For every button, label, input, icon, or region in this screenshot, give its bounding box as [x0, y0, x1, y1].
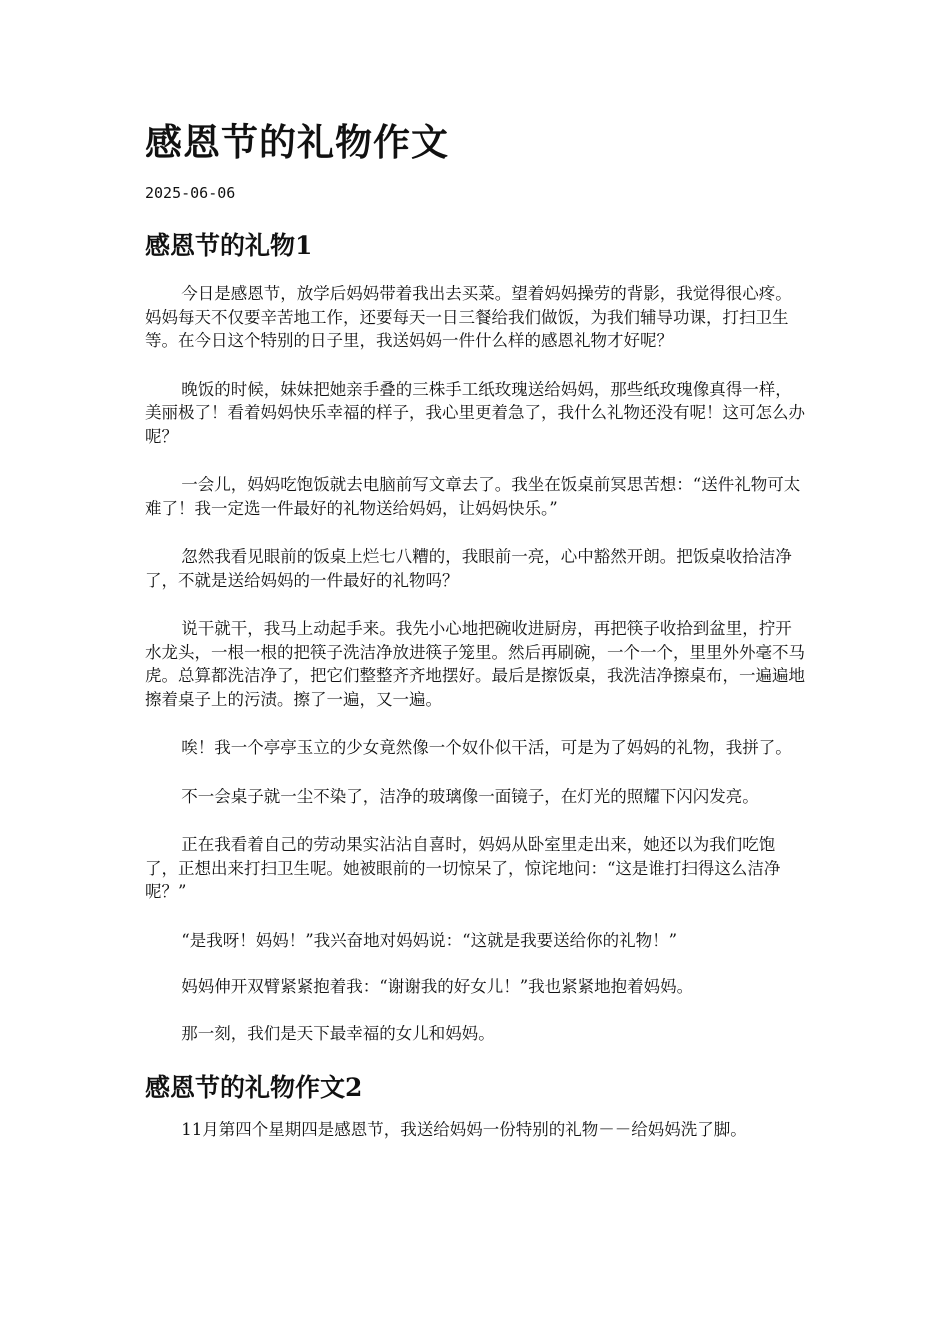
- paragraph: 晚饭的时候，妹妹把她亲手叠的三株手工纸玫瑰送给妈妈，那些纸玫瑰像真得一样，美丽极了！看着妈妈快乐幸福的样子，我心里更着急了，我什么礼物还没有呢！这可怎么办呢？: [145, 379, 805, 446]
- paragraph: 妈妈伸开双臂紧紧抱着我：“谢谢我的好女儿！”我也紧紧地抱着妈妈。: [181, 977, 694, 996]
- paragraph: 说干就干，我马上动起手来。我先小心地把碗收进厨房，再把筷子收拾到盆里，拧开水龙头，一根一根的把筷子洗洁净放进筷子笼里。然后再刷碗，一个一个，里里外外毫不马虎。总算都洗洁净了，把它们整整齐齐地摆好。最后是擦饭桌，我洗洁净擦桌布，一遍遍地擦着桌子上的污渍。擦了一遍，又一遍。: [145, 619, 805, 709]
- paragraph: 唉！我一个亭亭玉立的少女竟然像一个奴仆似干活，可是为了妈妈的礼物，我拼了。: [181, 738, 792, 757]
- paragraph: 一会儿，妈妈吃饱饭就去电脑前写文章去了。我坐在饭桌前冥思苦想：“送件礼物可太难了！我一定选一件最好的礼物送给妈妈，让妈妈快乐。”: [145, 475, 801, 518]
- paragraph: 11月第四个星期四是感恩节，我送给妈妈一份特别的礼物－－给妈妈洗了脚。: [181, 1120, 747, 1139]
- paragraph: 正在我看着自己的劳动果实沾沾自喜时，妈妈从卧室里走出来，她还以为我们吃饱了，正想出来打扫卫生呢。她被眼前的一切惊呆了，惊诧地问：“这是谁打扫得这么洁净呢？”: [145, 835, 781, 901]
- page-title: 感恩节的礼物作文: [145, 120, 449, 164]
- paragraph: 忽然我看见眼前的饭桌上烂七八糟的，我眼前一亮，心中豁然开朗。把饭桌收拾洁净了，不就是送给妈妈的一件最好的礼物吗？: [145, 547, 792, 590]
- section-heading-1: 感恩节的礼物1: [145, 231, 313, 260]
- paragraph: 不一会桌子就一尘不染了，洁净的玻璃像一面镜子，在灯光的照耀下闪闪发亮。: [181, 786, 759, 806]
- publish-date: 2025-06-06: [145, 184, 236, 202]
- section-heading-2: 感恩节的礼物作文2: [145, 1073, 363, 1102]
- article-body: [145, 226, 805, 1167]
- paragraph: “是我呀！妈妈！”我兴奋地对妈妈说：“这就是我要送给你的礼物！”: [181, 930, 678, 950]
- paragraph: 那一刻，我们是天下最幸福的女儿和妈妈。: [181, 1023, 495, 1043]
- paragraph: 今日是感恩节，放学后妈妈带着我出去买菜。望着妈妈操劳的背影，我觉得很心疼。妈妈每天不仅要辛苦地工作，还要每天一日三餐给我们做饭，为我们辅导功课，打扫卫生等。在今日这个特别的日子里，我送妈妈一件什么样的感恩礼物才好呢？: [145, 284, 792, 350]
